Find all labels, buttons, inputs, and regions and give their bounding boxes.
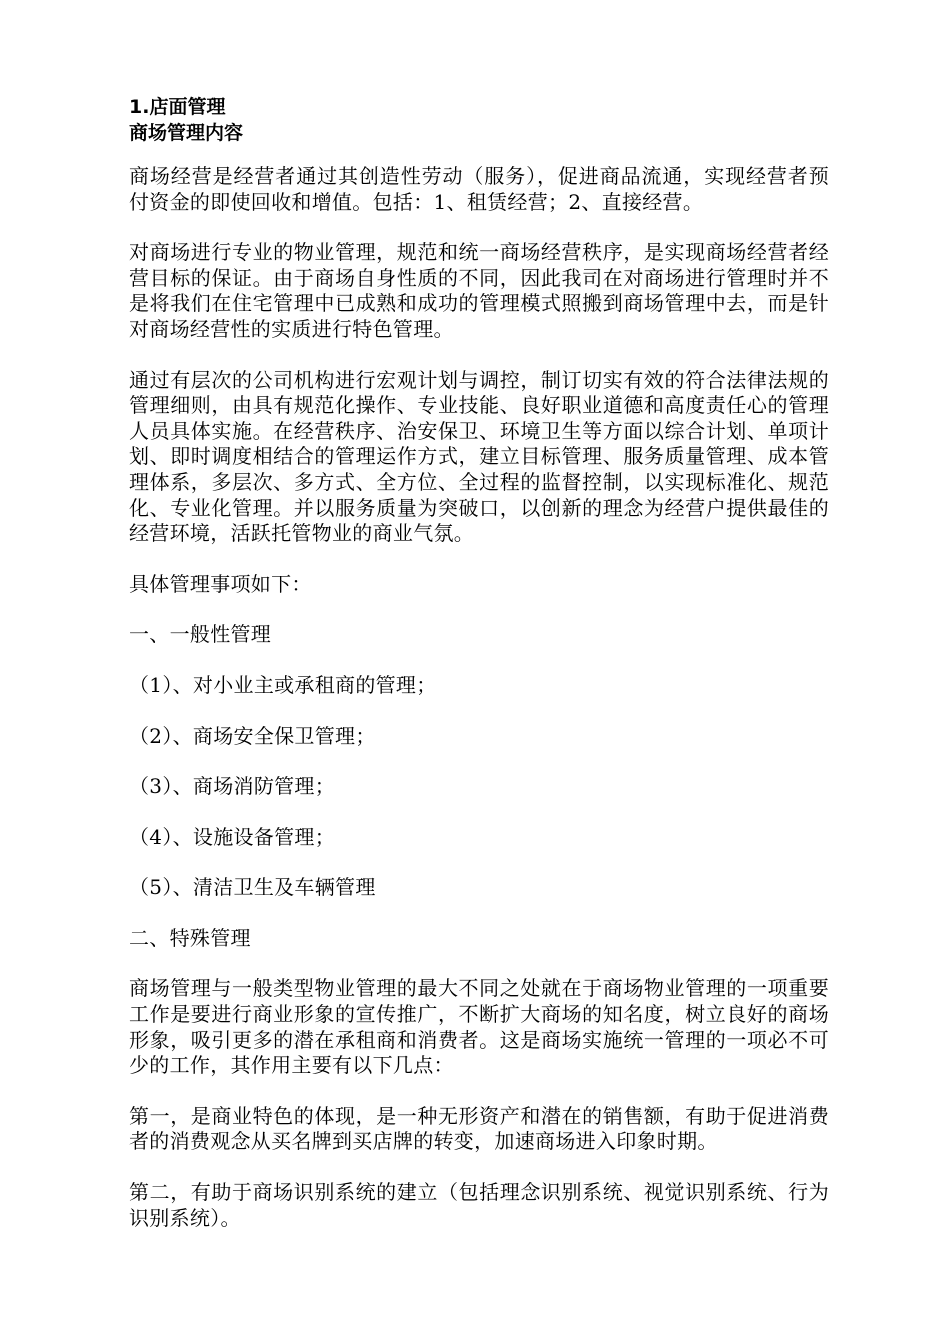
body-paragraph: 第二，有助于商场识别系统的建立（包括理念识别系统、视觉识别系统、行为识别系统）。 [129, 1180, 829, 1230]
list-item: （3）、商场消防管理； [129, 774, 336, 799]
special-management-heading: 二、特殊管理 [129, 925, 251, 950]
intro-paragraph: 商场经营是经营者通过其创造性劳动（服务），促进商品流通，实现经营者预付资金的即使回收和增值。包括：1、租赁经营；2、直接经营。 [129, 164, 829, 214]
body-paragraph: 通过有层次的公司机构进行宏观计划与调控，制订切实有效的符合法律法规的管理细则，由具有规范化操作、专业技能、良好职业道德和高度责任心的管理人员具体实施。在经营秩序、治安保卫、环境卫生等方面以综合计划、单项计划、即时调度相结合的管理运作方式，建立目标管理、服务质量管理、成本管理体系，多层次、多方式、全方位、全过程的监督控制，以实现标准化、规范化、专业化管理。并以服务质量为突破口，以创新的理念为经营户提供最佳的经营环境，活跃托管物业的商业气氛。 [129, 367, 829, 546]
section-number-title: 1.店面管理 [129, 96, 226, 118]
list-item: （2）、商场安全保卫管理； [129, 723, 376, 748]
list-item: （5）、清洁卫生及车辆管理 [129, 875, 376, 900]
body-paragraph: 对商场进行专业的物业管理，规范和统一商场经营秩序，是实现商场经营者经营目标的保证。由于商场自身性质的不同，因此我司在对商场进行管理时并不是将我们在住宅管理中已成熟和成功的管理模式照搬到商场管理中去，而是针对商场经营性的实质进行特色管理。 [129, 240, 829, 341]
list-intro-paragraph: 具体管理事项如下： [129, 571, 312, 596]
section-subtitle: 商场管理内容 [129, 122, 244, 144]
document-page [129, 94, 829, 1231]
body-paragraph: 商场管理与一般类型物业管理的最大不同之处就在于商场物业管理的一项重要工作是要进行商业形象的宣传推广，不断扩大商场的知名度，树立良好的商场形象，吸引更多的潜在承租商和消费者。这是商场实施统一管理的一项必不可少的工作，其作用主要有以下几点： [129, 976, 829, 1078]
list-item: （1）、对小业主或承租商的管理； [129, 672, 437, 697]
general-management-heading: 一、一般性管理 [129, 622, 272, 647]
body-paragraph: 第一，是商业特色的体现，是一种无形资产和潜在的销售额，有助于促进消费者的消费观念从买名牌到买店牌的转变，加速商场进入印象时期。 [129, 1103, 829, 1154]
list-item: （4）、设施设备管理； [129, 824, 336, 849]
